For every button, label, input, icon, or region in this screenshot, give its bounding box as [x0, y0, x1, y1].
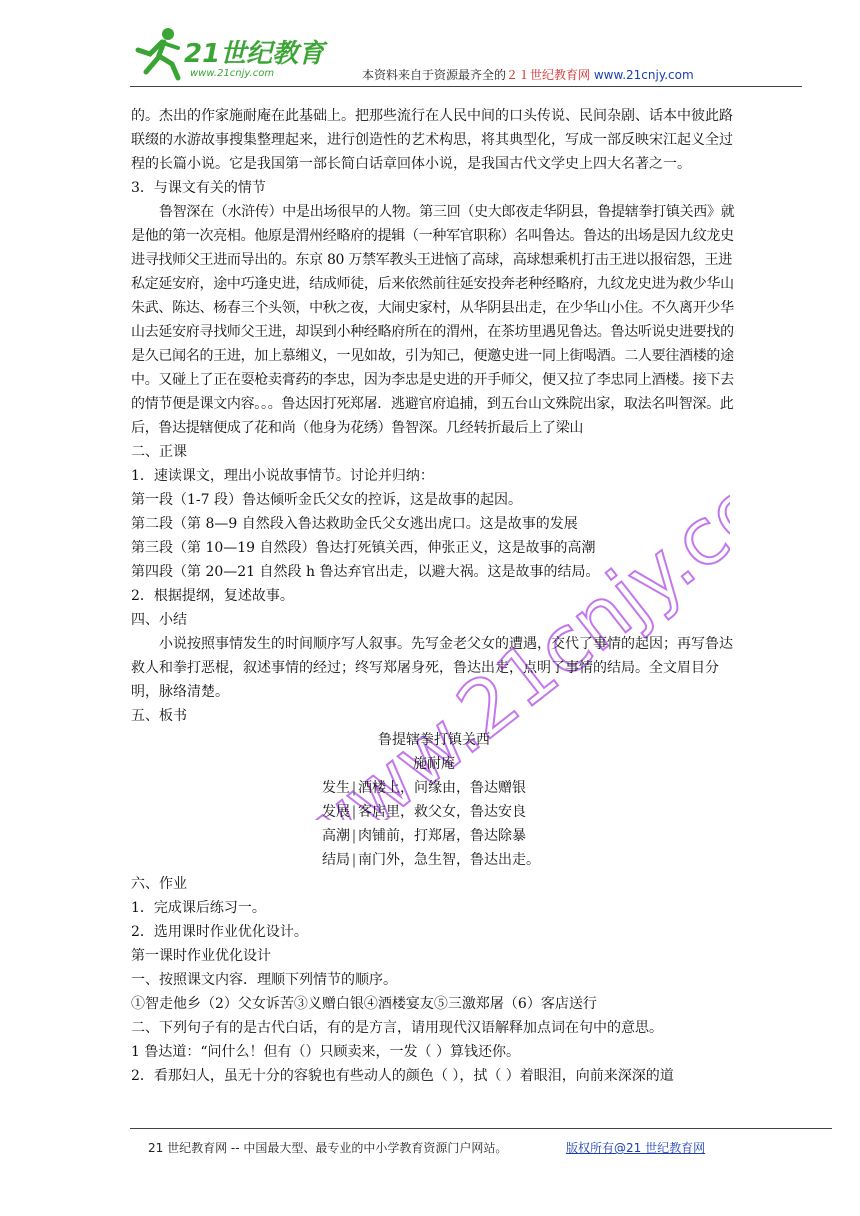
line-exercise-1-items: ①智走他乡（2）父女诉苦③义赠白银④酒楼宴友⑤三激郑屠（6）客店送行 [131, 996, 597, 1012]
board-row: 结局 | 南门外，急生智，鲁达出走。 [314, 848, 554, 872]
footer-text: 21 世纪教育网 -- 中国最大型、最专业的中小学教育资源门户网站。 [148, 1141, 508, 1155]
board-row-label: 发展 [322, 804, 350, 820]
board-outline [314, 776, 554, 872]
heading-plot: 3．与课文有关的情节 [131, 180, 266, 196]
board-title: 鲁提辖拳打镇关西 [378, 732, 490, 748]
board-row-label: 结局 [322, 852, 350, 868]
line-section-4: 第四段（第 20—21 自然段 h 鲁达弃官出走，以避大祸。这是故事的结局。 [131, 564, 600, 580]
running-man-icon [138, 28, 178, 78]
line-homework-1: 1．完成课后练习一。 [131, 900, 266, 916]
watermark-text: www.21cnjy.com [277, 440, 730, 820]
line-task-1: 1．速读课文，理出小说故事情节。讨论并归纳： [131, 468, 434, 484]
copyright-link[interactable]: 版权所有@21 世纪教育网 [566, 1141, 706, 1155]
board-row-text: 客店里，救父女，鲁达安良 [358, 804, 526, 820]
board-row-label: 高潮 [322, 828, 350, 844]
footer-divider [130, 1128, 832, 1129]
paragraph-summary: 小说按照事情发生的时间顺序写人叙事。先写金老父女的遭遇，交代了事情的起因；再写鲁达救人和拳打恶棍，叙述事情的经过；终写郑屠身死，鲁达出走，点明了事情的结局。全文眉目分明，脉络清楚。 [131, 636, 733, 700]
header-brand: ２１世纪教育网 [506, 68, 591, 82]
line-exercise-2-q2: 2．看那妇人，虽无十分的容貌也有些动人的颜色（ ），拭（ ）着眼泪，向前来深深的道 [131, 1068, 674, 1084]
line-homework-2: 2．选用课时作业优化设计。 [131, 924, 308, 940]
line-exercise-2: 二、下列句子有的是古代白话，有的是方言，请用现代汉语解释加点词在句中的意思。 [131, 1020, 663, 1036]
board-row: 高潮 | 肉铺前，打郑屠，鲁达除暴 [314, 824, 554, 848]
heading-board: 五、板书 [131, 708, 187, 724]
logo-url: www.21cnjy.com [190, 68, 275, 79]
board-row: 发展 | 客店里，救父女，鲁达安良 [314, 800, 554, 824]
heading-summary: 四、小结 [131, 612, 187, 628]
board-row-text: 酒楼上，问缘由，鲁达赠银 [358, 780, 526, 796]
board-row-text: 肉铺前，打郑屠，鲁达除暴 [358, 828, 526, 844]
header-note-prefix: 本资料来自于资源最齐全的 [362, 68, 507, 82]
line-section-2: 第二段（第 8—9 自然段入鲁达救助金氏父女逃出虎口。这是故事的发展 [131, 516, 578, 532]
line-exercise-2-q1: 1 鲁达道：“问什么！但有（）只顾卖来，一发（ ）算钱还你。 [131, 1044, 520, 1060]
header-url-link[interactable]: www.21cnjy.com [593, 68, 694, 82]
board-author: 施耐庵 [413, 756, 455, 772]
heading-main-lesson: 二、正课 [131, 444, 187, 460]
header-note [362, 66, 694, 83]
line-section-1: 第一段（1-7 段）鲁达倾听金氏父女的控诉，这是故事的起因。 [131, 492, 522, 508]
line-homework-title: 第一课时作业优化设计 [131, 948, 271, 964]
logo-title: 21世纪教育 [184, 39, 325, 69]
line-exercise-1: 一、按照课文内容．理顺下列情节的顺序。 [131, 972, 397, 988]
line-section-3: 第三段（第 10—19 自然段）鲁达打死镇关西，伸张正义，这是故事的高潮 [131, 540, 596, 556]
paragraph-intro: 的。杰出的作家施耐庵在此基础上。把那些流行在人民中间的口头传说、民间杂剧、话本中彼此路联缀的水游故事搜集整理起来，进行创造性的艺术构思，将其典型化，写成一部反映宋江起义全过程的长篇小说。它是我国第一部长简白话章回体小说，是我国古代文学史上四大名著之一。 [131, 108, 733, 172]
heading-homework: 六、作业 [131, 876, 187, 892]
board-row-label: 发生 [322, 780, 350, 796]
header-divider [130, 86, 802, 87]
line-task-2: 2．根据提纲，复述故事。 [131, 588, 294, 604]
paragraph-plot: 鲁智深在（水浒传）中是出场很早的人物。第三回（史大郎夜走华阴县，鲁提辖拳打镇关西》就是他的第一次亮相。他原是渭州经略府的提辑（一种军官职称）名叫鲁达。鲁达的出场是因九纹龙史进寻找师父王进而导出的。东京 80 万禁军教头王进恼了高球，高球想乘机打击王进以报宿怨，王进私定延安府，途中巧逢史进，结成师徒，后来依然前往延安投奔老种经略府，九纹龙史进为救少华山朱武、陈达、杨春三个头领，中秋之夜，大闹史家村，从华阴县出走，在少华山小住。不久离开少华山去延安府寻找师父王进，却误到小种经略府所在的渭州，在茶坊里遇见鲁达。鲁达听说史进要找的是久已闻名的王进，加上慕缃义，一见如故，引为知己，便邀史进一同上街喝酒。二人要往酒楼的途中。又碰上了正在耍枪卖膏药的李忠，因为李忠是史进的开手师父，便又拉了李忠同上酒楼。接下去的情节便是课文内容。。。鲁达因打死郑屠．逃避官府追捕，到五台山文殊院出家，取法名叫智深。此后，鲁达提辖便成了花和尚（他身为花绣）鲁智深。几经转折最后上了梁山 [131, 204, 735, 436]
board-row-text: 南门外，急生智，鲁达出走。 [358, 852, 540, 868]
document-body [131, 104, 737, 1088]
board-row: 发生 | 酒楼上，问缘由，鲁达赠银 [314, 776, 554, 800]
site-logo [128, 24, 338, 84]
